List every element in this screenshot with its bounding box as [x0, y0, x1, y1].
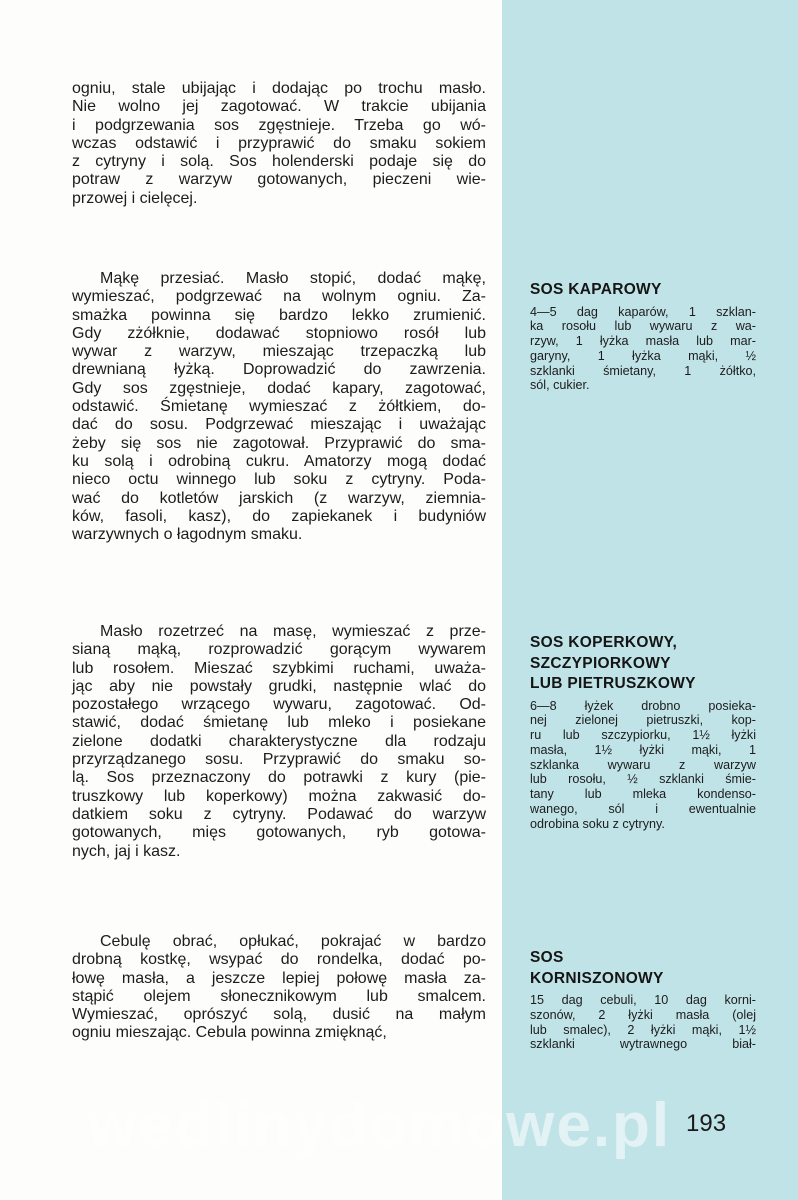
text-line: ku solą i odrobiną cukru. Amatorzy mogą dodać: [72, 452, 486, 470]
paragraph-hollandaise-end: [72, 80, 486, 208]
text-line: Cebulę obrać, opłukać, pokrajać w bardzo: [100, 933, 486, 950]
text-line: Mąkę przesiać. Masło stopić, dodać mąkę,: [100, 270, 486, 287]
text-line: gotowanych, mięs gotowanych, ryb gotowa-: [72, 824, 486, 842]
text-line: ogniu, stale ubijając i dodając po trochu masło.: [72, 80, 486, 97]
text-line: szklanki śmietany, 1 żółtko,: [530, 363, 756, 378]
text-line: potraw z warzyw gotowanych, pieczeni wie-: [72, 171, 486, 189]
text-line: pozostałego wrzącego wywaru, zagotować. Od-: [72, 696, 486, 714]
text-line: wać do kotletów jarskich (z warzyw, ziemnia-: [72, 489, 486, 507]
text-line: drobną kostkę, wsypać do rondelka, dodać po-: [72, 951, 486, 969]
text-line: lub rosołem. Mieszać szybkimi ruchami, uważa-: [72, 659, 486, 677]
paragraph-herb-sauce: [72, 623, 486, 861]
text-line: nieco octu winnego lub soku z cytryny. Poda-: [72, 471, 486, 489]
text-line: szonów, 2 łyżki masła (olej: [530, 1007, 756, 1022]
paragraph-caper-sauce: [72, 270, 486, 544]
text-line: wymieszać, podgrzewać na wolnym ogniu. Za-: [72, 288, 486, 306]
text-line: masła, 1½ łyżki mąki, 1: [530, 742, 756, 757]
ingredients-list: [530, 699, 756, 832]
text-line: wywar z warzyw, mieszając trzepaczką lub: [72, 343, 486, 361]
text-line: zielone dodatki charakterystyczne dla rodzaju: [72, 732, 486, 750]
text-line: rzyw, 1 łyżka masła lub mar-: [530, 334, 756, 349]
text-line: warzywnych o łagodnym smaku.: [72, 526, 303, 544]
text-line: ka rosołu lub wywaru z wa-: [530, 319, 756, 334]
text-line: wanego, sól i ewentualnie: [530, 802, 756, 817]
text-line: truszkowy lub koperkowy) można zakwasić do-: [72, 787, 486, 805]
text-line: 15 dag cebuli, 10 dag korni-: [530, 993, 756, 1007]
text-line: ków, fasoli, kasz), do zapiekanek i budyniów: [72, 507, 486, 525]
heading-line: SZCZYPIORKOWY: [530, 654, 671, 672]
text-line: jąc aby nie powstały grudki, następnie wlać do: [72, 677, 486, 695]
paragraph-gherkin-sauce: [72, 933, 486, 1043]
text-line: stawić, dodać śmietanę lub mleko i posiekane: [72, 714, 486, 732]
text-line: stąpić olejem słonecznikowym lub smalcem.: [72, 987, 486, 1005]
text-line: lą. Sos przeznaczony do potrawki z kury (pie-: [72, 769, 486, 787]
text-line: datkiem soku z cytryny. Podawać do warzyw: [72, 805, 486, 823]
text-line: ru lub szczypiorku, 1½ łyżki: [530, 728, 756, 743]
text-line: nych, jaj i kasz.: [72, 842, 181, 860]
text-line: odstawić. Śmietanę wymieszać z żółtkiem, do-: [72, 398, 486, 416]
text-line: dać do sosu. Podgrzewać mieszając i uważając: [72, 416, 486, 434]
recipe-herb-sauce: [530, 633, 756, 832]
heading-line: SOS: [530, 949, 564, 966]
text-line: żeby się sos nie zagotował. Przyprawić do sma-: [72, 434, 486, 452]
text-line: sianą mąką, rozprowadzić gorącym wywarem: [72, 641, 486, 659]
text-line: łowę masła, a jeszcze lepiej połowę masła za-: [72, 969, 486, 987]
text-line: Gdy zżółknie, dodawać stopniowo rosół lub: [72, 324, 486, 342]
text-line: 4—5 dag kaparów, 1 szklan-: [530, 304, 756, 319]
text-line: i podgrzewania sos zgęstnieje. Trzeba go wó-: [72, 116, 486, 134]
text-line: smażka powinna się bardzo lekko zrumienić.: [72, 306, 486, 324]
text-line: szklanka wywaru z warzyw: [530, 757, 756, 772]
text-line: odrobina soku z cytryny.: [530, 816, 665, 831]
text-line: Gdy sos zgęstnieje, dodać kapary, zagotować,: [72, 379, 486, 397]
heading-line: LUB PIETRUSZKOWY: [530, 675, 696, 692]
recipe-caper-sauce: [530, 280, 756, 393]
text-line: garyny, 1 łyżka mąki, ½: [530, 348, 756, 363]
text-line: wczas odstawić i przyprawić do smaku sokiem: [72, 134, 486, 152]
text-line: szklanki wytrawnego biał-: [530, 1037, 756, 1052]
recipe-heading: [530, 633, 756, 695]
recipe-gherkin-sauce: [530, 948, 756, 1052]
text-line: nej zielonej pietruszki, kop-: [530, 713, 756, 728]
text-line: Wymieszać, oprószyć solą, dusić na małym: [72, 1006, 486, 1024]
text-line: Masło rozetrzeć na masę, wymieszać z prze-: [100, 623, 486, 640]
heading-line: SOS KAPAROWY: [530, 281, 662, 298]
text-line: Nie wolno jej zagotować. W trakcie ubijania: [72, 98, 486, 116]
text-line: ogniu mieszając. Cebula powinna zmięknąć,: [72, 1024, 387, 1042]
ingredients-list: [530, 305, 756, 394]
watermark: wedlinydomowe.pl: [88, 1091, 672, 1160]
text-line: przowej i cielęcej.: [72, 189, 198, 207]
text-line: przyrządzanego sosu. Przyprawić do smaku so-: [72, 751, 486, 769]
recipe-heading: [530, 280, 756, 301]
text-line: tany lub mleka kondenso-: [530, 787, 756, 802]
text-line: z cytryny i solą. Sos holenderski podaje się do: [72, 153, 486, 171]
page-number: 193: [686, 1110, 727, 1137]
heading-line: KORNISZONOWY: [530, 969, 664, 987]
text-line: sól, cukier.: [530, 378, 590, 393]
text-line: lub smalec), 2 łyżki mąki, 1½: [530, 1022, 756, 1037]
heading-line: SOS KOPERKOWY,: [530, 634, 678, 651]
text-line: drewnianą łyżką. Doprowadzić do zawrzenia.: [72, 361, 486, 379]
text-line: 6—8 łyżek drobno posieka-: [530, 698, 756, 713]
recipe-heading: [530, 948, 756, 989]
ingredients-list: [530, 993, 756, 1052]
text-line: lub rosołu, ½ szklanki śmie-: [530, 772, 756, 787]
